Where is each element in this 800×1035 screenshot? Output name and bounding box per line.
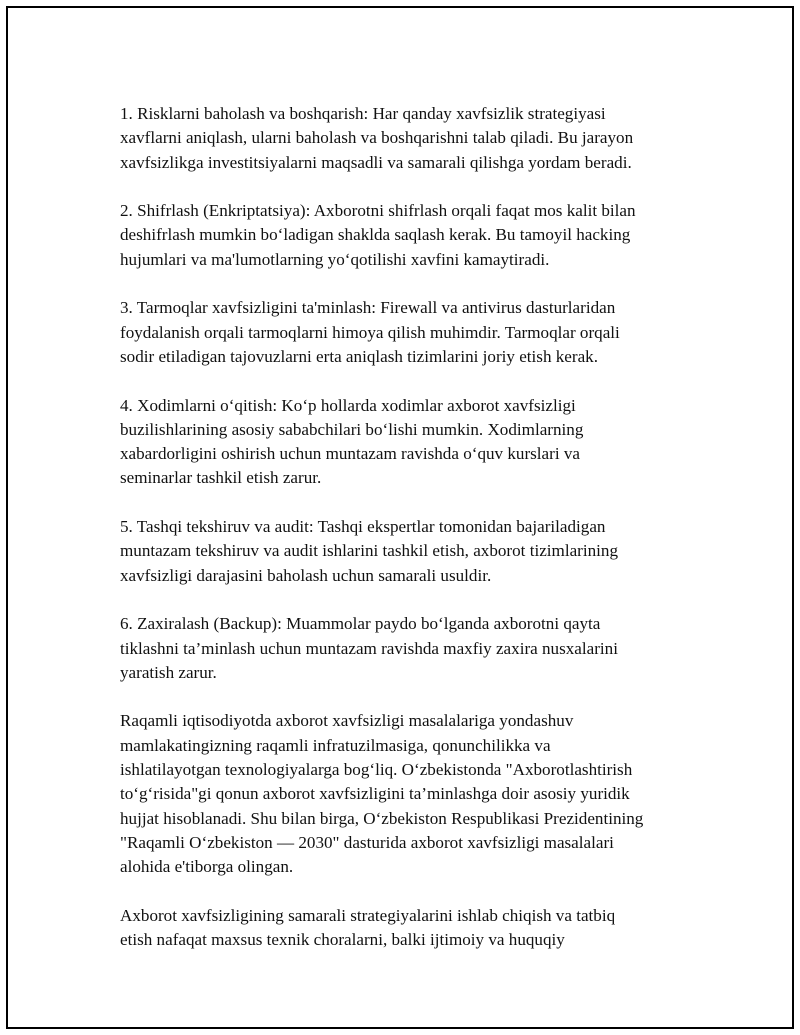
paragraph-strategy-development xyxy=(120,904,710,953)
text-line: hujjat hisoblanadi. Shu bilan birga, Oʻzbekiston Respublikasi Prezidentining xyxy=(120,808,644,828)
text-line: toʻgʻrisida"gi qonun axborot xavfsizligini ta’minlashga doir asosiy yuridik xyxy=(120,784,630,804)
text-line: seminarlar tashkil etish zarur. xyxy=(120,468,322,488)
text-line: Raqamli iqtisodiyotda axborot xavfsizligi masalalariga yondashuv xyxy=(120,711,574,731)
paragraph-external-audit xyxy=(120,515,710,588)
document-body xyxy=(120,102,710,977)
text-line: xavfsizligi darajasini baholash uchun samarali usuldir. xyxy=(120,565,492,585)
text-line: etish nafaqat maxsus texnik choralarni, balki ijtimoiy va huquqiy xyxy=(120,930,565,950)
text-line: deshifrlash mumkin boʻladigan shaklda saqlash kerak. Bu tamoyil hacking xyxy=(120,225,631,245)
text-line: alohida e'tiborga olingan. xyxy=(120,857,294,877)
text-line: xavflarni aniqlash, ularni baholash va boshqarishni talab qiladi. Bu jarayon xyxy=(120,128,634,148)
text-line: 1. Risklarni baholash va boshqarish: Har qanday xavfsizlik strategiyasi xyxy=(120,104,606,123)
text-line: sodir etiladigan tajovuzlarni erta aniqlash tizimlarini joriy etish kerak. xyxy=(120,346,598,366)
text-line: ishlatilayotgan texnologiyalarga bogʻliq. Oʻzbekistonda "Axborotlashtirish xyxy=(120,760,633,780)
text-line: 4. Xodimlarni oʻqitish: Koʻp hollarda xodimlar axborot xavfsizligi xyxy=(120,395,576,415)
text-line: hujumlari va ma'lumotlarning yoʻqotilishi xavfini kamaytiradi. xyxy=(120,249,550,269)
paragraph-network-security xyxy=(120,296,710,369)
text-line: muntazam tekshiruv va audit ishlarini tashkil etish, axborot tizimlarining xyxy=(120,541,618,561)
text-line: 6. Zaxiralash (Backup): Muammolar paydo boʻlganda axborotni qayta xyxy=(120,614,601,634)
paragraph-digital-economy xyxy=(120,709,710,879)
paragraph-risk-management xyxy=(120,102,710,175)
text-line: buzilishlarining asosiy sababchilari boʻlishi mumkin. Xodimlarning xyxy=(120,419,584,439)
text-line: xavfsizlikga investitsiyalarni maqsadli va samarali qilishga yordam beradi. xyxy=(120,152,632,172)
text-line: tiklashni ta’minlash uchun muntazam ravishda maxfiy zaxira nusxalarini xyxy=(120,638,618,658)
text-line: 5. Tashqi tekshiruv va audit: Tashqi ekspertlar tomonidan bajariladigan xyxy=(120,517,606,537)
text-line: mamlakatingizning raqamli infratuzilmasiga, qonunchilikka va xyxy=(120,735,551,755)
text-line: 2. Shifrlash (Enkriptatsiya): Axborotni shifrlash orqali faqat mos kalit bilan xyxy=(120,201,636,221)
paragraph-staff-training xyxy=(120,394,710,491)
text-line: Axborot xavfsizligining samarali strategiyalarini ishlab chiqish va tatbiq xyxy=(120,905,616,925)
paragraph-backup xyxy=(120,612,710,685)
text-line: yaratish zarur. xyxy=(120,662,217,682)
text-line: foydalanish orqali tarmoqlarni himoya qilish muhimdir. Tarmoqlar orqali xyxy=(120,322,620,342)
text-line: 3. Tarmoqlar xavfsizligini ta'minlash: Firewall va antivirus dasturlaridan xyxy=(120,298,616,318)
paragraph-encryption xyxy=(120,199,710,272)
document-page xyxy=(6,6,794,1029)
text-line: "Raqamli Oʻzbekiston — 2030" dasturida axborot xavfsizligi masalalari xyxy=(120,832,614,852)
text-line: xabardorligini oshirish uchun muntazam ravishda oʻquv kurslari va xyxy=(120,444,580,464)
